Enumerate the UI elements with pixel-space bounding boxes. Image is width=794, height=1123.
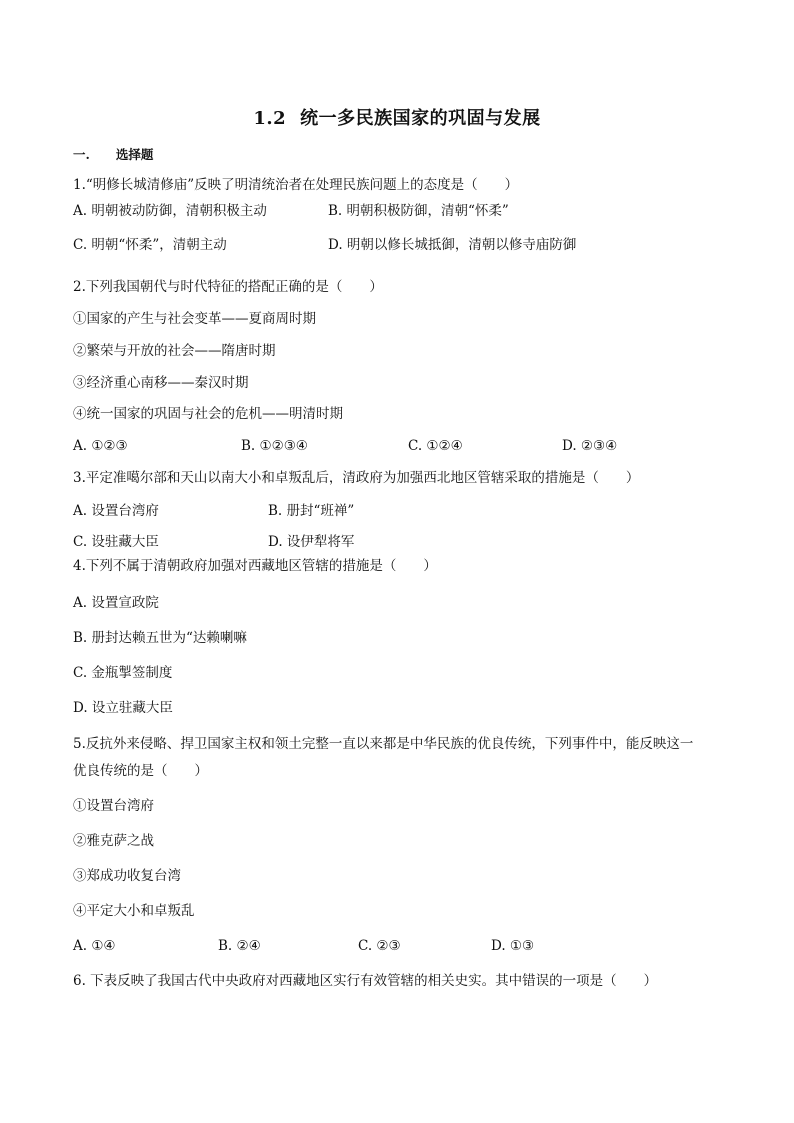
question-4-stem: 4.下列不属于清朝政府加强对西藏地区管辖的措施是（ ） bbox=[73, 558, 437, 574]
question-2-option-a: A. ①②③ bbox=[73, 438, 128, 454]
question-4-option-a: A. 设置宣政院 bbox=[73, 595, 159, 611]
question-3-option-d: D. 设伊犁将军 bbox=[268, 534, 355, 550]
question-2-option-c: C. ①②④ bbox=[408, 438, 463, 454]
section-label: 选择题 bbox=[115, 147, 154, 162]
question-1-stem: 1.“明修长城清修庙”反映了明清统治者在处理民族问题上的态度是（ ） bbox=[73, 177, 519, 193]
question-3-option-b: B. 册封“班禅” bbox=[268, 503, 355, 519]
question-4-option-b: B. 册封达赖五世为“达赖喇嘛 bbox=[73, 630, 247, 646]
question-5-option-d: D. ①③ bbox=[491, 938, 535, 954]
question-5-option-b: B. ②④ bbox=[218, 938, 261, 954]
page-title bbox=[0, 104, 794, 130]
question-5-option-a: A. ①④ bbox=[73, 938, 116, 954]
question-1-option-c: C. 明朝“怀柔”，清朝主动 bbox=[73, 237, 227, 253]
question-5-item-1: ①设置台湾府 bbox=[73, 798, 154, 814]
question-2-item-4: ④统一国家的巩固与社会的危机——明清时期 bbox=[73, 406, 343, 422]
question-2-item-1: ①国家的产生与社会变革——夏商周时期 bbox=[73, 311, 316, 327]
lesson-number: 1.2 bbox=[253, 108, 287, 129]
question-5-item-3: ③郑成功收复台湾 bbox=[73, 868, 181, 884]
question-5-stem-line-1: 5.反抗外来侵略、捍卫国家主权和领土完整一直以来都是中华民族的优良传统，下列事件中，能反映这一 bbox=[73, 736, 694, 752]
question-1-option-a: A. 明朝被动防御，清朝积极主动 bbox=[73, 203, 267, 219]
question-4-option-d: D. 设立驻藏大臣 bbox=[73, 700, 173, 716]
question-5-item-2: ②雅克萨之战 bbox=[73, 833, 154, 849]
question-2-option-b: B. ①②③④ bbox=[241, 438, 308, 454]
question-1-option-b: B. 明朝积极防御，清朝“怀柔” bbox=[328, 203, 509, 219]
section-heading bbox=[73, 146, 153, 164]
question-2-stem: 2.下列我国朝代与时代特征的搭配正确的是（ ） bbox=[73, 279, 383, 295]
question-3-option-c: C. 设驻藏大臣 bbox=[73, 534, 159, 550]
question-2-item-3: ③经济重心南移——秦汉时期 bbox=[73, 375, 249, 391]
question-1-option-d: D. 明朝以修长城抵御，清朝以修寺庙防御 bbox=[328, 237, 577, 253]
question-5-stem-line-2: 优良传统的是（ ） bbox=[73, 763, 208, 779]
question-5-option-c: C. ②③ bbox=[358, 938, 401, 954]
question-5-item-4: ④平定大小和卓叛乱 bbox=[73, 903, 195, 919]
question-4-option-c: C. 金瓶掣签制度 bbox=[73, 665, 173, 681]
section-index: 一. bbox=[73, 147, 90, 162]
lesson-title: 统一多民族国家的巩固与发展 bbox=[300, 108, 541, 129]
question-3-option-a: A. 设置台湾府 bbox=[73, 503, 159, 519]
question-2-item-2: ②繁荣与开放的社会——隋唐时期 bbox=[73, 343, 276, 359]
question-3-stem: 3.平定准噶尔部和天山以南大小和卓叛乱后，清政府为加强西北地区管辖采取的措施是（ ） bbox=[73, 470, 640, 486]
question-2-option-d: D. ②③④ bbox=[562, 438, 618, 454]
question-6-stem: 6. 下表反映了我国古代中央政府对西藏地区实行有效管辖的相关史实。其中错误的一项是（ ） bbox=[73, 973, 658, 989]
